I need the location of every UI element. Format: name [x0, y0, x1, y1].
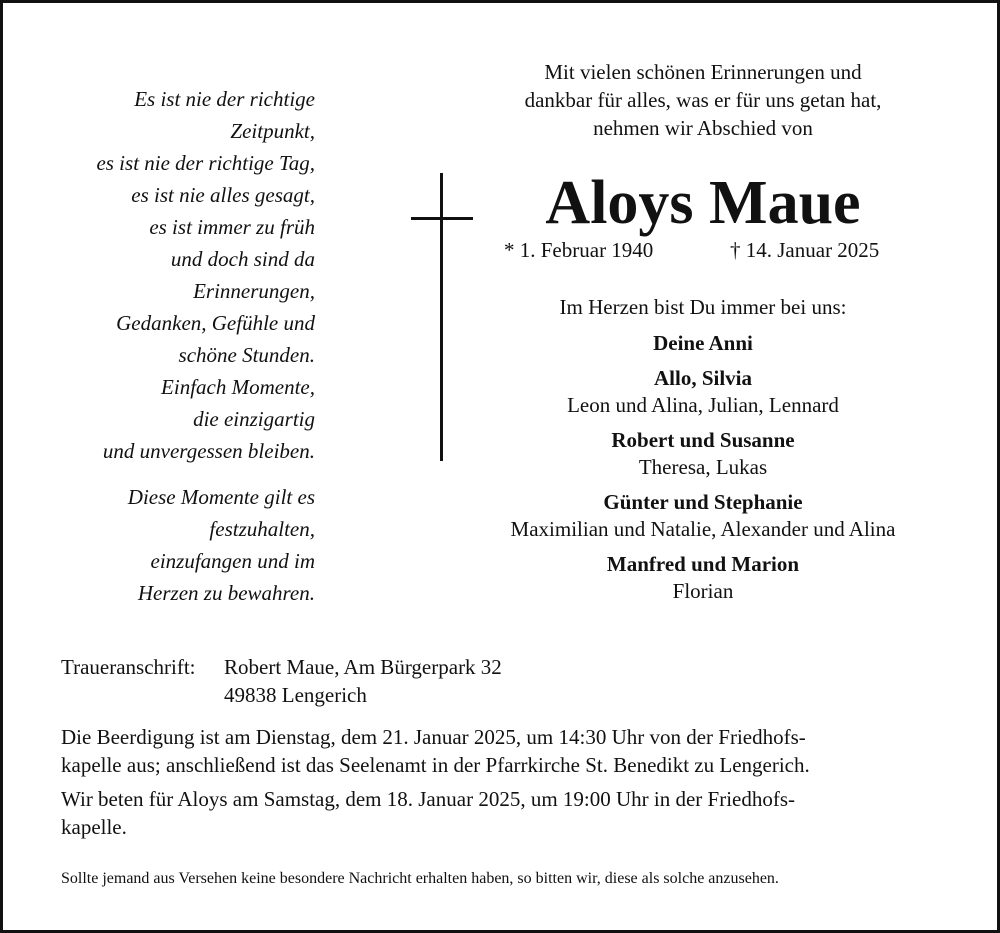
mourning-address [61, 653, 661, 713]
poem-line: schöne Stunden. [178, 343, 315, 367]
death-date: † 14. Januar 2025 [730, 238, 880, 262]
prayer-line: kapelle. [61, 815, 127, 839]
memorial-poem [15, 83, 315, 609]
poem-line: Herzen zu bewahren. [137, 581, 315, 605]
poem-line: und unvergessen bleiben. [102, 439, 315, 463]
family-list [453, 294, 953, 613]
family-group [453, 551, 953, 605]
intro-line: dankbar für alles, was er für uns getan hat, [524, 88, 882, 112]
family-group-sub: Leon und Alina, Julian, Lennard [567, 393, 839, 417]
address-line-1: Robert Maue, Am Bürgerpark 32 [224, 655, 502, 679]
deceased-name: Aloys Maue [545, 169, 861, 237]
poem-line: und doch sind da [170, 247, 315, 271]
family-group [453, 365, 953, 419]
family-group-sub: Florian [672, 579, 734, 603]
intro-text [453, 58, 953, 142]
birth-date: * 1. Februar 1940 [504, 238, 654, 262]
family-lead: Im Herzen bist Du immer bei uns: [559, 295, 847, 319]
burial-line: Die Beerdigung ist am Dienstag, dem 21. Januar 2025, um 14:30 Uhr von der Friedhofs- [61, 725, 806, 749]
prayer-line: Wir beten für Aloys am Samstag, dem 18. Januar 2025, um 19:00 Uhr in der Friedhofs- [61, 787, 796, 811]
family-group-main: Manfred und Marion [606, 552, 800, 576]
poem-line: es ist nie alles gesagt, [131, 183, 315, 207]
family-group-main: Allo, Silvia [653, 366, 753, 390]
family-group-main: Günter und Stephanie [603, 490, 803, 514]
address-label: Traueranschrift: [61, 655, 196, 679]
poem-stanza-2 [15, 481, 315, 609]
family-group [453, 427, 953, 481]
poem-line: Erinnerungen, [193, 279, 315, 303]
poem-line: festzuhalten, [209, 517, 315, 541]
poem-line: Zeitpunkt, [230, 119, 315, 143]
poem-stanza-1 [15, 83, 315, 467]
address-line-2: 49838 Lengerich [224, 683, 367, 707]
prayer-paragraph [61, 785, 946, 841]
footer-note: Sollte jemand aus Versehen keine besondere Nachricht erhalten haben, so bitten wir, diese als solche anzusehen. [61, 870, 779, 887]
family-group-main: Robert und Susanne [611, 428, 795, 452]
burial-line: kapelle aus; anschließend ist das Seelenamt in der Pfarrkirche St. Benedikt zu Lengerich. [61, 753, 810, 777]
poem-line: es ist immer zu früh [149, 215, 315, 239]
poem-line: die einzigartig [193, 407, 315, 431]
poem-line: einzufangen und im [150, 549, 315, 573]
burial-info [61, 723, 946, 841]
family-group-main: Deine Anni [653, 331, 753, 355]
poem-line: Gedanken, Gefühle und [116, 311, 315, 335]
intro-line: Mit vielen schönen Erinnerungen und [544, 60, 862, 84]
poem-line: Es ist nie der richtige [134, 87, 315, 111]
poem-line: Einfach Momente, [161, 375, 315, 399]
family-group [453, 489, 953, 543]
intro-line: nehmen wir Abschied von [593, 116, 813, 140]
family-group [453, 330, 953, 357]
burial-paragraph [61, 723, 946, 779]
family-group-sub: Theresa, Lukas [638, 455, 768, 479]
poem-line: es ist nie der richtige Tag, [96, 151, 315, 175]
family-group-sub: Maximilian und Natalie, Alexander und Alina [510, 517, 896, 541]
life-dates [453, 236, 953, 266]
poem-line: Diese Momente gilt es [127, 485, 315, 509]
